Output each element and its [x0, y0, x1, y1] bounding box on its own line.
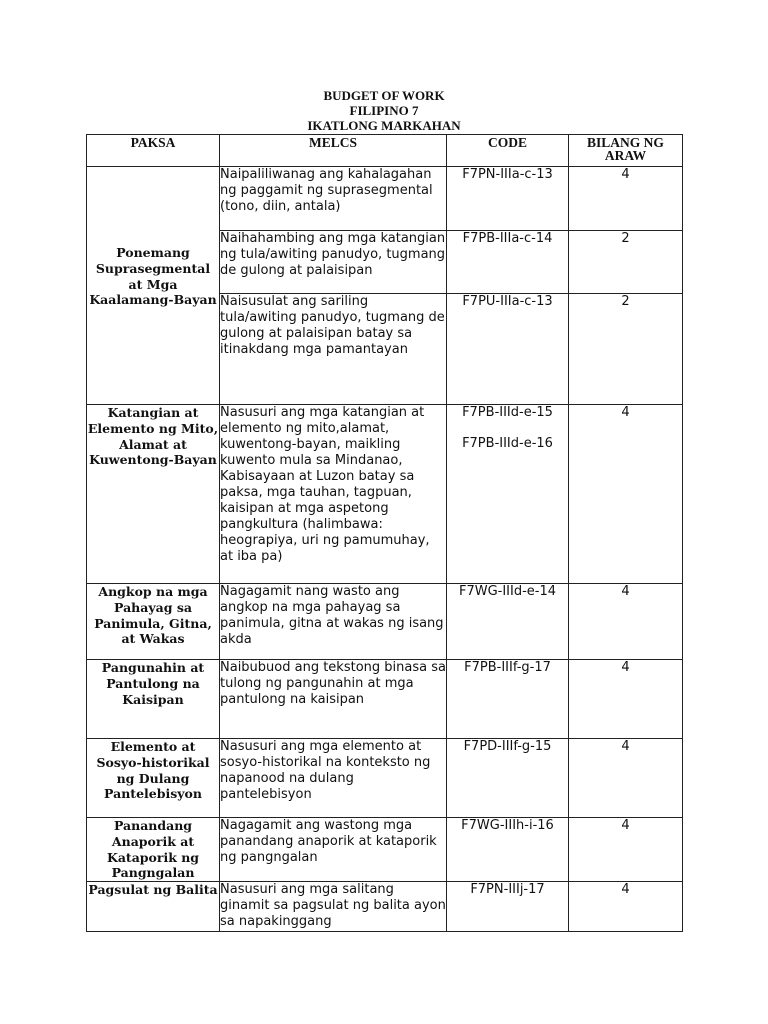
- days-cell: 4: [569, 739, 683, 818]
- paksa-cell: Panandang Anaporik at Kataporik ng Pangngalan: [87, 818, 220, 882]
- code-cell: F7WG-IIId-e-14: [447, 584, 569, 660]
- days-cell: 4: [569, 584, 683, 660]
- days-cell: 4: [569, 882, 683, 932]
- paksa-cell: Ponemang Suprasegmental at Mga Kaalamang-Bayan: [87, 167, 220, 405]
- paksa-cell: Elemento at Sosyo-historikal ng Dulang Pantelebisyon: [87, 739, 220, 818]
- melc-cell: Naipaliliwanag ang kahalagahan ng paggamit ng suprasegmental (tono, diin, antala): [220, 167, 447, 231]
- days-cell: 4: [569, 660, 683, 739]
- column-header-code: CODE: [447, 135, 569, 167]
- subject-title: FILIPINO 7: [349, 103, 419, 118]
- days-cell: 4: [569, 167, 683, 231]
- column-header-bilang-ng-araw: BILANG NG ARAW: [569, 135, 683, 167]
- melc-cell: Naibubuod ang tekstong binasa sa tulong ng pangunahin at mga pantulong na kaisipan: [220, 660, 447, 739]
- document-header: [0, 88, 768, 133]
- quarter-title: IKATLONG MARKAHAN: [307, 118, 461, 133]
- code-cell: F7PN-IIIa-c-13: [447, 167, 569, 231]
- paksa-cell: Katangian at Elemento ng Mito, Alamat at Kuwentong-Bayan: [87, 405, 220, 584]
- table-row: [87, 739, 683, 818]
- code-cell: F7PN-IIIj-17: [447, 882, 569, 932]
- melc-cell: Nasusuri ang mga katangian at elemento ng mito,alamat, kuwentong-bayan, maikling kuwento mula sa Mindanao, Kabisayaan at Luzon batay sa paksa, mga tauhan, tagpuan, kaisipan at mga aspetong pangkultura (halimbawa: heograpiya, uri ng pamumuhay, at iba pa): [220, 405, 447, 584]
- table-row: [87, 882, 683, 932]
- days-cell: 4: [569, 818, 683, 882]
- table-row: [87, 405, 683, 584]
- melc-cell: Nasusuri ang mga salitang ginamit sa pagsulat ng balita ayon sa napakinggang: [220, 882, 447, 932]
- table-row: [87, 818, 683, 882]
- budget-of-work-table: [86, 134, 683, 932]
- days-cell: 4: [569, 405, 683, 584]
- code-cell: F7PU-IIIa-c-13: [447, 294, 569, 405]
- column-header-melcs: MELCS: [220, 135, 447, 167]
- table-row: [87, 660, 683, 739]
- code-value: F7PB-IIId-e-15: [462, 405, 553, 420]
- table-row: [87, 167, 683, 231]
- paksa-cell: Pangunahin at Pantulong na Kaisipan: [87, 660, 220, 739]
- melc-cell: Naisusulat ang sariling tula/awiting panudyo, tugmang de gulong at palaisipan batay sa itinakdang mga pamantayan: [220, 294, 447, 405]
- melc-cell: Nagagamit ang wastong mga panandang anaporik at kataporik ng pangngalan: [220, 818, 447, 882]
- code-cell: F7PB-IIIf-g-17: [447, 660, 569, 739]
- days-cell: 2: [569, 231, 683, 294]
- code-cell: [447, 405, 569, 584]
- paksa-cell: Pagsulat ng Balita: [87, 882, 220, 932]
- paksa-cell: Angkop na mga Pahayag sa Panimula, Gitna, at Wakas: [87, 584, 220, 660]
- melc-cell: Nasusuri ang mga elemento at sosyo-historikal na konteksto ng napanood na dulang pantelebisyon: [220, 739, 447, 818]
- code-value-secondary: F7PB-IIId-e-16: [462, 436, 553, 451]
- melc-cell: Naihahambing ang mga katangian ng tula/awiting panudyo, tugmang de gulong at palaisipan: [220, 231, 447, 294]
- document-title: BUDGET OF WORK: [323, 88, 445, 103]
- code-cell: F7PD-IIIf-g-15: [447, 739, 569, 818]
- column-header-paksa: PAKSA: [87, 135, 220, 167]
- table-header-row: [87, 135, 683, 167]
- days-cell: 2: [569, 294, 683, 405]
- melc-cell: Nagagamit nang wasto ang angkop na mga pahayag sa panimula, gitna at wakas ng isang akda: [220, 584, 447, 660]
- table-row: [87, 584, 683, 660]
- code-cell: F7WG-IIIh-i-16: [447, 818, 569, 882]
- code-cell: F7PB-IIIa-c-14: [447, 231, 569, 294]
